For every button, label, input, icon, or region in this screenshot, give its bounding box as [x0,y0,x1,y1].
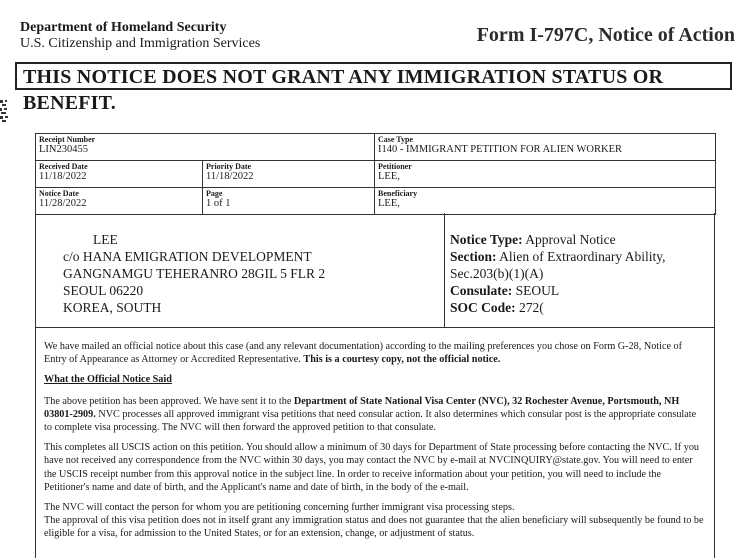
beneficiary: LEE, [378,198,400,209]
beneficiary-cell [375,188,716,215]
department-name: Department of Homeland Security [20,20,227,35]
table-row [36,161,716,188]
nvc-address: Department of State National Visa Center (NVC), 32 Rochester Avenue, Portsmouth, NH 03801-2909. [44,395,680,420]
approval-text-cont: NVC processes all approved immigrant visa petitions that need consular action. It also determines which consular post is the appropriate consulate to complete visa processing. The NVC will then forward the approved petition to that consulate. [44,408,697,434]
beneficiary-label: Beneficiary [378,189,418,198]
notice-date-label: Notice Date [39,189,79,198]
address-line: c/o HANA EMIGRATION DEVELOPMENT [63,249,312,264]
consulate-label: Consulate: [450,283,513,298]
courtesy-text: We have mailed an official notice about this case (and any relevant documentation) according to the mailing preferences you chose on Form G-28, Notice of Entry of Appearance as Attorney or Accredited Representative. [44,341,683,366]
section-cont: Sec.203(b)(1)(A) [450,266,544,281]
priority-date-cell [203,161,375,188]
addressee-name: LEE [93,232,118,247]
notice-type-label: Notice Type: [450,232,523,247]
page-number: 1 of 1 [206,198,231,209]
case-info-table [35,133,716,215]
consulate: SEOUL [515,283,560,298]
address-line: GANGNAMGU TEHERANRO 28GIL 5 FLR 2 [63,266,326,281]
completion-paragraph: This completes all USCIS action on this petition. You should allow a minimum of 30 days for Department of State processing before contacting the NVC. If you have not received any correspondence from the NVC within 30 days, you may contact the NVC by e-mail at NVCINQUIRY@state.gov. You will need to enter the USCIS receipt number from this approval notice in the subject line. In order to receive information about your petition, you will need to include the Petitioner's name and date of birth, and the Applicant's name and date of birth, in the body of the e-mail. [44,442,700,493]
priority-date-label: Priority Date [206,162,252,171]
section-label: Section: [450,249,497,264]
status-banner: THIS NOTICE DOES NOT GRANT ANY IMMIGRATION STATUS OR BENEFIT. [15,62,732,90]
barcode-icon [0,100,10,122]
petitioner-label: Petitioner [378,162,412,171]
courtesy-paragraph [44,340,706,366]
disclaimer-text: The approval of this visa petition does not in itself grant any immigration status and does not guarantee that the alien beneficiary will subsequently be found to be eligible for a visa, for admission to the United States, or for an extension, change, or adjustment of status. [44,515,704,540]
agency-name: U.S. Citizenship and Immigration Services [20,36,261,51]
nvc-contact-text: The NVC will contact the person for whom you are petitioning concerning further immigrant visa processing steps. [44,502,515,514]
soc-code: 272( [519,300,544,315]
case-type: I140 - IMMIGRANT PETITION FOR ALIEN WORKER [378,144,623,155]
page-cell [203,188,375,215]
notice-type-line [450,231,712,248]
address-notice-row [35,213,715,328]
mailing-address [36,213,445,327]
table-row [36,134,716,161]
section-title: What the Official Notice Said [44,374,172,386]
section-line [450,248,712,265]
notice-body [35,328,715,558]
address-line: KOREA, SOUTH [63,300,162,315]
notice-date: 11/28/2022 [39,198,87,209]
form-title: Form I-797C, Notice of Action [476,24,735,46]
agency-header [20,20,260,52]
petitioner-cell [375,161,716,188]
received-date-label: Received Date [39,162,88,171]
receipt-number-label: Receipt Number [39,135,96,144]
case-type-label: Case Type [378,135,414,144]
petitioner: LEE, [378,171,400,182]
table-row [36,188,716,215]
case-type-cell [375,134,716,161]
approval-paragraph [44,395,706,435]
soc-label: SOC Code: [450,300,516,315]
notice-type: Approval Notice [525,232,616,247]
address-line: SEOUL 06220 [63,283,144,298]
section-value: Alien of Extraordinary Ability, [499,249,666,264]
receipt-number: LIN230455 [39,144,88,155]
received-date-cell [36,161,203,188]
received-date: 11/18/2022 [39,171,87,182]
consulate-line [450,282,712,299]
notice-details [450,231,712,323]
receipt-number-cell [36,134,375,161]
page-label: Page [206,189,223,198]
soc-line [450,299,712,316]
priority-date: 11/18/2022 [206,171,254,182]
notice-date-cell [36,188,203,215]
courtesy-bold: This is a courtesy copy, not the official notice. [303,354,501,366]
approval-text: The above petition has been approved. We have sent it to the [44,395,292,407]
